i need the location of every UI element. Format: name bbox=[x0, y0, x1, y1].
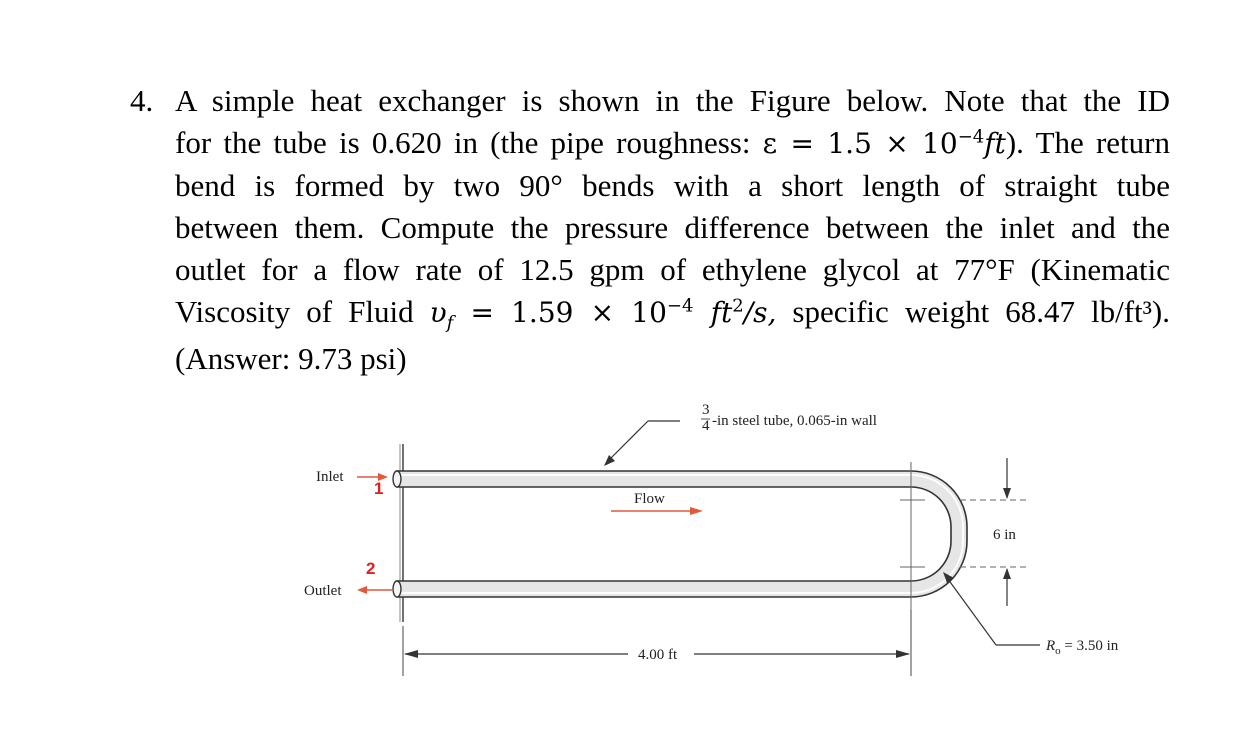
problem-line-1: A simple heat exchanger is shown in the Figure below. Note that the ID bbox=[175, 83, 1170, 118]
point-1-label: 1 bbox=[374, 479, 384, 498]
tube-label-fraction-num: 3 bbox=[702, 402, 710, 418]
viscosity-expression: $\upsilon_f = 1.59 \times 10^{-4}$ $ft^2/s$, bbox=[429, 295, 777, 334]
problem-line-2: for the tube is 0.620 in (the pipe roughness: $\varepsilon = 1.5 \times 10^{-4}ft$). The return bbox=[175, 125, 1170, 160]
problem-line-6: Viscosity of Fluid $\upsilon_f = 1.59 \times 10^{-4}$ $ft^2/s$, specific weight 68.47 lb/ft³). bbox=[175, 294, 1171, 334]
radius-leader bbox=[945, 575, 996, 645]
tube-label: -in steel tube, 0.065-in wall bbox=[712, 413, 877, 429]
problem-line-3: bend is formed by two 90° bends with a short length of straight tube bbox=[175, 168, 1170, 203]
tube-label-fraction-den: 4 bbox=[702, 418, 710, 434]
point-2-label: 2 bbox=[366, 559, 376, 578]
outlet-label: Outlet bbox=[304, 583, 342, 599]
roughness-expression: $\varepsilon = 1.5 \times 10^{-4}ft$ bbox=[762, 126, 1006, 160]
outlet-tube-end bbox=[393, 581, 401, 597]
inlet-tube-end bbox=[393, 471, 401, 487]
answer-text: (Answer: 9.73 psi) bbox=[175, 341, 407, 376]
radius-label: $R_o = 3.50$ in bbox=[1046, 638, 1119, 657]
flow-label: Flow bbox=[634, 491, 665, 507]
tube-label-leader bbox=[607, 421, 648, 462]
u-tube bbox=[397, 471, 967, 597]
problem-number: 4. bbox=[130, 83, 154, 118]
spacing-label: 6 in bbox=[993, 527, 1016, 543]
problem-line-5: outlet for a flow rate of 12.5 gpm of ethylene glycol at 77°F (Kinematic bbox=[175, 252, 1170, 287]
inlet-label: Inlet bbox=[316, 469, 344, 485]
length-label: 4.00 ft bbox=[638, 647, 678, 663]
problem-line-4: between them. Compute the pressure difference between the inlet and the bbox=[175, 210, 1170, 245]
